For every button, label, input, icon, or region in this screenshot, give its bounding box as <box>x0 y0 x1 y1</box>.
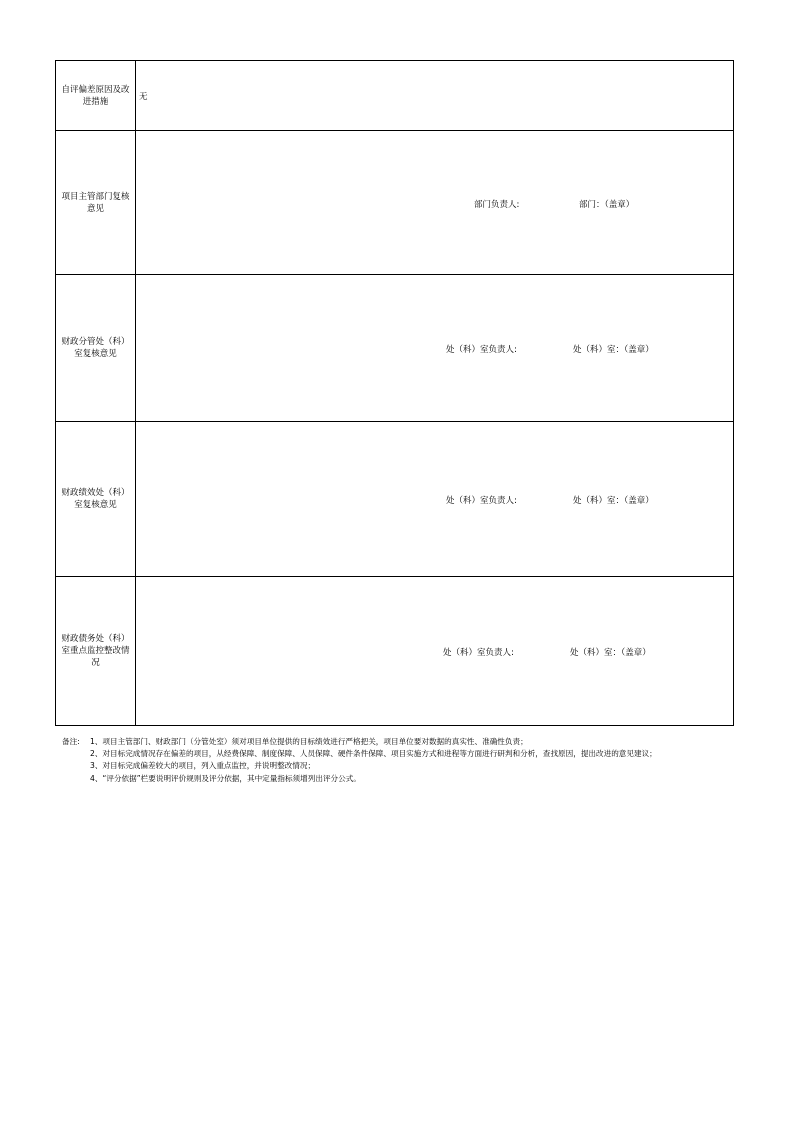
row-label: 自评偏差原因及改进措施 <box>56 61 136 130</box>
remark-item: 备注: 1、项目主管部门、财政部门（分管处室）须对项目单位提供的目标绩效进行严格把关，项目单位要对数据的真实性、准确性负责； <box>62 736 734 748</box>
remark-item: 4、“评分依据”栏要说明评价规则及评分依据，其中定量指标须增列出评分公式。 <box>90 773 361 783</box>
remarks-section <box>62 736 734 785</box>
remark-item: 2、对目标完成情况存在偏差的项目，从经费保障、制度保障、人员保障、硬件条件保障、项目实施方式和进程等方面进行研判和分析，查找原因，提出改进的意见建议； <box>90 749 657 759</box>
row-content <box>136 61 733 130</box>
row-label: 财政分管处（科）室复核意见 <box>56 275 136 421</box>
row-content <box>136 422 733 576</box>
row-content <box>136 577 733 725</box>
review-form-table <box>55 60 734 726</box>
row-label: 财政债务处（科）室重点监控整改情况 <box>56 577 136 725</box>
row-content <box>136 131 733 274</box>
deviation-value: 无 <box>139 92 148 102</box>
signature-person: 处（科）室负责人: <box>443 648 514 658</box>
row-label: 财政绩效处（科）室复核意见 <box>56 422 136 576</box>
row-label: 项目主管部门复核意见 <box>56 131 136 274</box>
signature-stamp: 处（科）室：（盖章） <box>573 345 654 355</box>
row-finance-division-review <box>56 274 733 421</box>
row-performance-review <box>56 421 733 576</box>
row-debt-monitoring <box>56 576 733 725</box>
signature-stamp: 处（科）室：（盖章） <box>570 648 651 658</box>
signature-stamp: 部门：（盖章） <box>579 200 635 210</box>
signature-person: 处（科）室负责人: <box>446 496 517 506</box>
row-deviation-reason <box>56 61 733 130</box>
remarks-prefix: 备注: <box>62 737 80 746</box>
signature-stamp: 处（科）室：（盖章） <box>573 496 654 506</box>
row-dept-review <box>56 130 733 274</box>
signature-person: 处（科）室负责人: <box>446 345 517 355</box>
remark-item: 3、对目标完成偏差较大的项目，列入重点监控，并说明整改情况； <box>90 761 316 771</box>
signature-person: 部门负责人: <box>474 200 520 210</box>
row-content <box>136 275 733 421</box>
